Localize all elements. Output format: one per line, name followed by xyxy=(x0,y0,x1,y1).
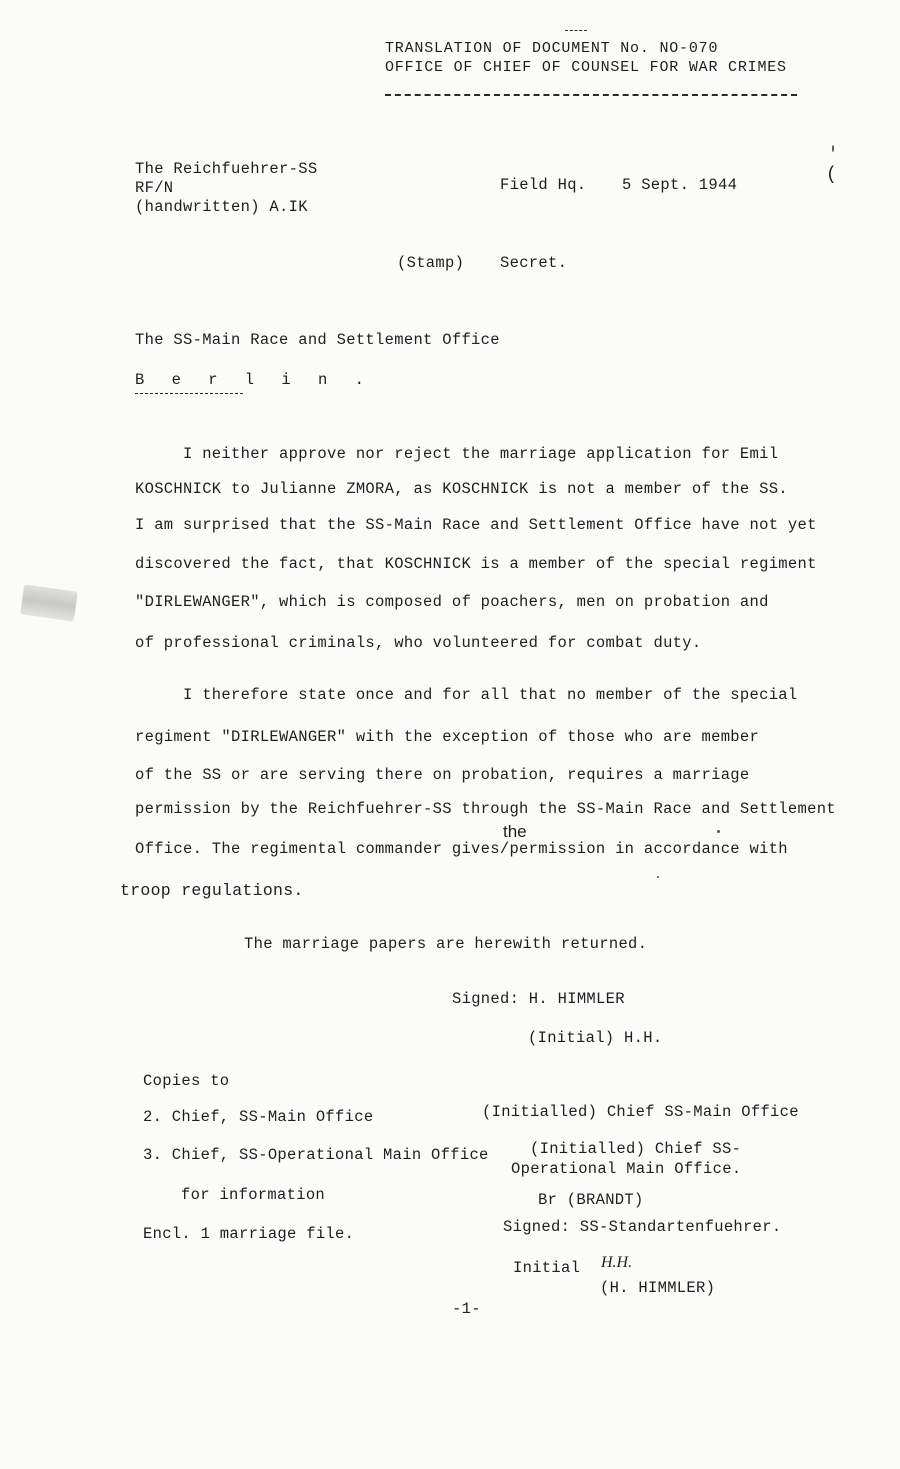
p1-line-2: KOSCHNICK to Julianne ZMORA, as KOSCHNICK is not a member of the SS. xyxy=(135,480,788,498)
field-hq: Field Hq. xyxy=(500,176,587,194)
for-information: for information xyxy=(181,1186,326,1204)
p2-line-5: Office. The regimental commander gives/permission in accordance with xyxy=(135,840,788,858)
header-top-mark xyxy=(565,30,587,31)
page-number: -1- xyxy=(452,1300,481,1318)
document-date: 5 Sept. 1944 xyxy=(622,176,738,194)
p1-line-3: I am surprised that the SS-Main Race and Settlement Office have not yet xyxy=(135,516,817,534)
p1-line-5: "DIRLEWANGER", which is composed of poachers, men on probation and xyxy=(135,593,769,611)
copy-item-2-initialled: (Initialled) Chief SS-Main Office xyxy=(482,1103,799,1121)
p1-line-4: discovered the fact, that KOSCHNICK is a member of the special regiment xyxy=(135,555,817,573)
text-speck xyxy=(717,830,720,833)
header-underline xyxy=(385,94,797,96)
margin-speck xyxy=(832,145,834,152)
himmler-name: (H. HIMMLER) xyxy=(600,1279,716,1297)
p2-line-3: of the SS or are serving there on probation, requires a marriage xyxy=(135,766,750,784)
sender-line-1: The Reichfuehrer-SS xyxy=(135,160,318,178)
signed-himmler: Signed: H. HIMMLER xyxy=(452,990,625,1008)
copies-label: Copies to xyxy=(143,1072,230,1090)
copy-item-3: 3. Chief, SS-Operational Main Office xyxy=(143,1146,489,1164)
p2-line-4: permission by the Reichfuehrer-SS through the SS-Main Race and Settlement xyxy=(135,800,836,818)
recipient-city-underline xyxy=(135,393,243,394)
p2-line-6: troop regulations. xyxy=(120,881,304,900)
copy-item-3-initialled-1: (Initialled) Chief SS- xyxy=(530,1140,742,1158)
brandt: Br (BRANDT) xyxy=(538,1191,644,1209)
margin-smudge xyxy=(20,584,78,621)
p2-line-1: I therefore state once and for all that no member of the special xyxy=(183,686,798,704)
copy-item-3-initialled-2: Operational Main Office. xyxy=(511,1160,742,1178)
header-translation-line: TRANSLATION OF DOCUMENT No. NO-070 xyxy=(385,40,719,57)
sender-line-3: (handwritten) A.IK xyxy=(135,198,308,216)
recipient-office: The SS-Main Race and Settlement Office xyxy=(135,331,500,349)
handwritten-insertion: the xyxy=(503,822,527,841)
p1-line-1: I neither approve nor reject the marriage application for Emil xyxy=(183,445,779,463)
text-speck xyxy=(657,876,659,878)
sender-line-2: RF/N xyxy=(135,179,174,197)
enclosure: Encl. 1 marriage file. xyxy=(143,1225,355,1243)
stamp-label: (Stamp) xyxy=(397,254,465,272)
handwritten-initial: H.H. xyxy=(601,1254,633,1271)
recipient-city: B e r l i n . xyxy=(135,371,373,389)
copy-item-2: 2. Chief, SS-Main Office xyxy=(143,1108,374,1126)
signed-brandt: Signed: SS-Standartenfuehrer. xyxy=(503,1218,782,1236)
margin-mark: ( xyxy=(826,165,837,185)
p2-line-2: regiment "DIRLEWANGER" with the exception of those who are member xyxy=(135,728,760,746)
p1-line-6: of professional criminals, who volunteered for combat duty. xyxy=(135,634,702,652)
stamp-secret: Secret. xyxy=(500,254,568,272)
closing-line: The marriage papers are herewith returned. xyxy=(244,935,648,953)
initial-hh: (Initial) H.H. xyxy=(528,1029,663,1047)
header-office-line: OFFICE OF CHIEF OF COUNSEL FOR WAR CRIMES xyxy=(385,59,787,76)
initial-label: Initial xyxy=(513,1259,581,1277)
